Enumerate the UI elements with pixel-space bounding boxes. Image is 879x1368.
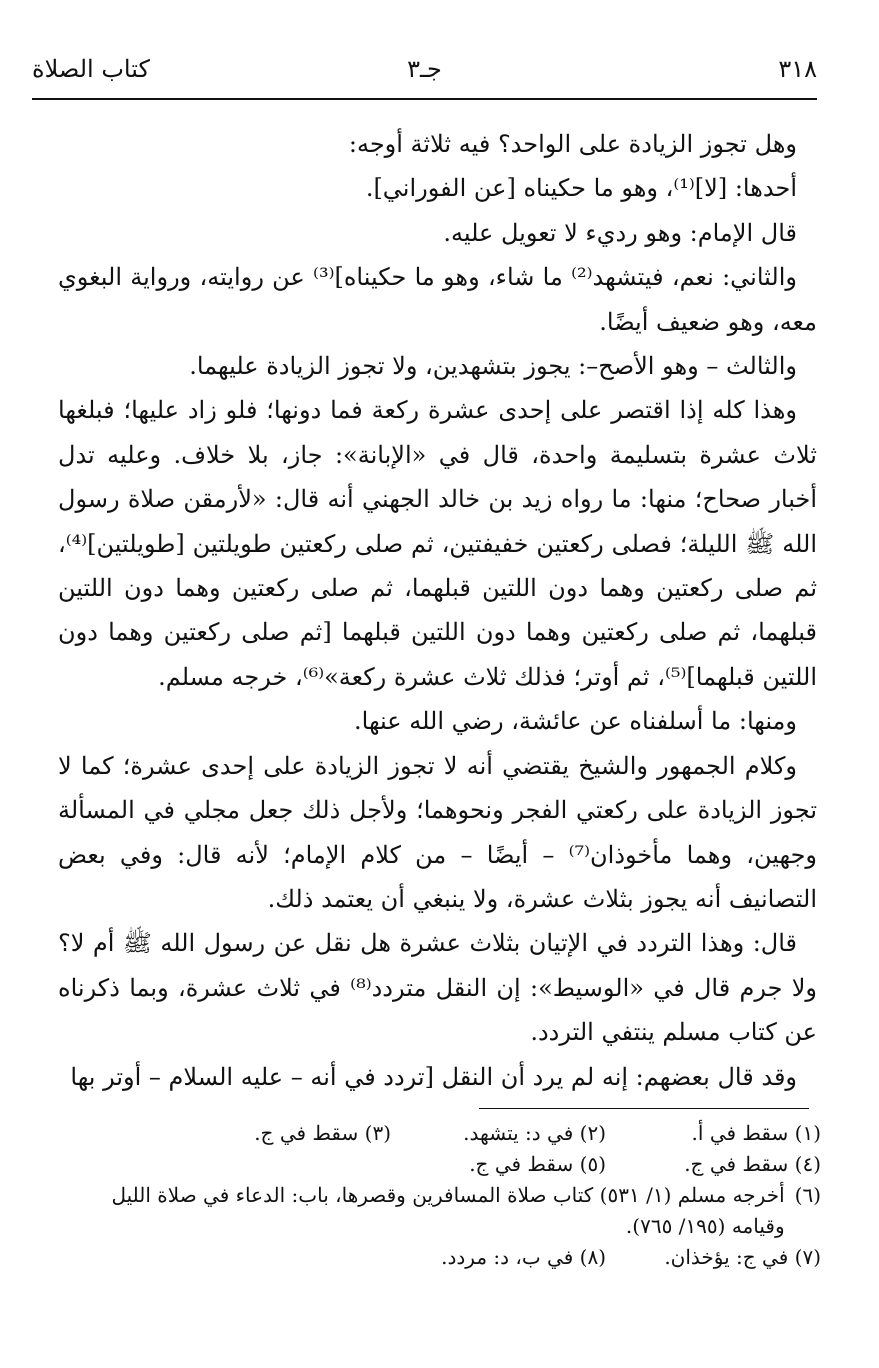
main-text (58, 122, 817, 1099)
footnote: (٨) في ب، د: مردد. (441, 1245, 606, 1269)
footnotes (58, 1118, 821, 1273)
running-header (32, 55, 817, 97)
footnote-text: أخرجه مسلم (١/ ٥٣١) كتاب صلاة المسافرين وقصرها، باب: الدعاء في صلاة الليل وقيامه (١٩٥/ ٧٦٥). (111, 1183, 785, 1238)
book-title: كتاب الصلاة (32, 55, 150, 83)
paragraph: قال: وهذا التردد في الإتيان بثلاث عشرة هل نقل عن رسول الله ﷺ أم لا؟ ولا جرم قال في «الوسيط»: إن النقل متردد⁽⁸⁾ في ثلاث عشرة، وبما ذكرناه عن كتاب مسلم ينتفي التردد. (58, 929, 817, 1047)
footnote-row (58, 1149, 821, 1180)
paragraph: وهذا كله إذا اقتصر على إحدى عشرة ركعة فما دونها؛ فلو زاد عليها؛ فبلغها ثلاث عشرة بتسليمة واحدة، قال في «الإبانة»: جاز، بلا خلاف. وعليه تدل أخبار صحاح؛ منها: ما رواه زيد بن خالد الجهني أنه قال: «لأرمقن صلاة رسول الله ﷺ الليلة؛ فصلى ركعتين خفيفتين، ثم صلى ركعتين طويلتين [طويلتين]⁽⁴⁾، ثم صلى ركعتين وهما دون اللتين قبلهما، ثم صلى ركعتين وهما دون اللتين قبلهما، ثم صلى ركعتين وهما دون اللتين قبلهما [ثم صلى ركعتين وهما دون اللتين قبلهما]⁽⁵⁾، ثم أوتر؛ فذلك ثلاث عشرة ركعة»⁽⁶⁾، خرجه مسلم. (58, 396, 817, 691)
paragraph: ومنها: ما أسلفناه عن عائشة، رضي الله عنها. (354, 707, 797, 736)
paragraph: والثاني: نعم، فيتشهد⁽²⁾ ما شاء، وهو ما حكيناه]⁽³⁾ عن روايته، ورواية البغوي معه، وهو ضعيف أيضًا. (58, 263, 817, 336)
footnote: (١) سقط في أ. (691, 1121, 821, 1145)
footnote: (٤) سقط في ج. (684, 1152, 821, 1176)
footnote-long (58, 1180, 821, 1242)
footnote: (٣) سقط في ج. (254, 1121, 391, 1145)
footnote-row (58, 1118, 821, 1149)
footnote-row (58, 1242, 821, 1273)
footnote: (٢) في د: يتشهد. (463, 1121, 606, 1145)
footnote: (٧) في ج: يؤخذان. (664, 1245, 821, 1269)
paragraph: وهل تجوز الزيادة على الواحد؟ فيه ثلاثة أوجه: (348, 130, 797, 158)
volume-label: جـ٣ (407, 55, 442, 83)
paragraph: وقد قال بعضهم: إنه لم يرد أن النقل [تردد في أنه – عليه السلام – أوتر بها (70, 1062, 797, 1091)
footnote-rule (479, 1108, 809, 1109)
paragraph: والثالث – وهو الأصح–: يجوز بتشهدين، ولا تجوز الزيادة عليهما. (189, 352, 797, 381)
footnote-number: (٦) (794, 1183, 821, 1207)
footnote: (٥) سقط في ج. (469, 1152, 606, 1176)
page-number: ٣١٨ (778, 55, 817, 83)
paragraph: قال الإمام: وهو رديء لا تعويل عليه. (443, 218, 797, 247)
paragraph: وكلام الجمهور والشيخ يقتضي أنه لا تجوز الزيادة على إحدى عشرة؛ كما لا تجوز الزيادة على ركعتي الفجر ونحوهما؛ ولأجل ذلك جعل مجلي في المسألة وجهين، وهما مأخوذان⁽⁷⁾ – أيضًا – من كلام الإمام؛ لأنه قال: وفي بعض التصانيف أنه يجوز بثلاث عشرة، ولا ينبغي أن يعتمد ذلك. (58, 751, 818, 913)
paragraph: أحدها: [لا]⁽¹⁾، وهو ما حكيناه [عن الفوراني]. (365, 174, 797, 203)
header-rule (32, 98, 817, 100)
